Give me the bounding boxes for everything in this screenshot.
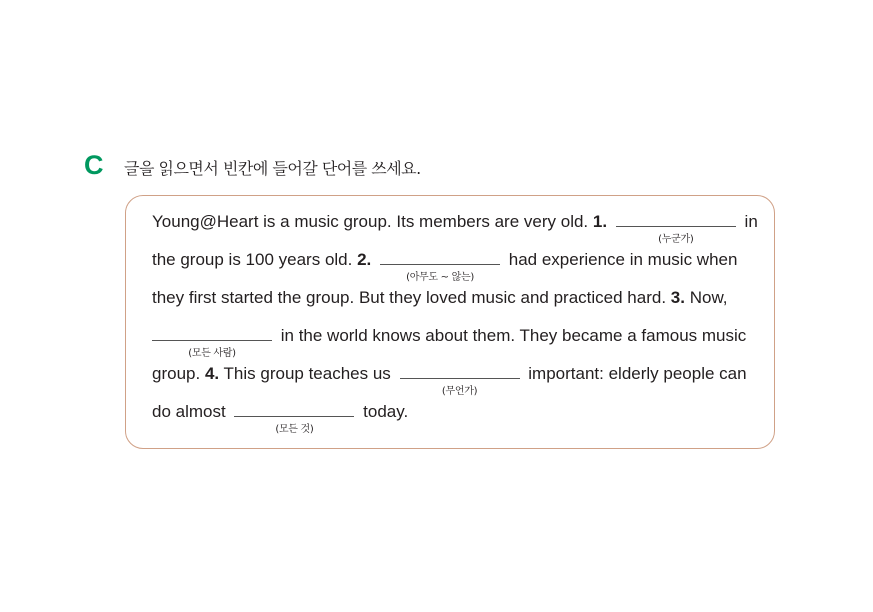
hint-4: (무언가) (441, 386, 478, 397)
blank-4[interactable] (400, 364, 520, 397)
passage-text: in (744, 212, 758, 231)
passage-line-1 (152, 212, 758, 245)
passage-line-3 (152, 288, 728, 308)
passage-line-5 (152, 364, 747, 397)
passage-text: do almost (152, 402, 226, 421)
blank-5[interactable] (234, 402, 354, 435)
passage-text: today. (363, 402, 409, 421)
passage-line-6 (152, 402, 409, 435)
hint-5: (모든 것) (275, 424, 314, 435)
passage-text: they first started the group. But they loved music and practiced hard. (152, 288, 667, 307)
passage-text: had experience in music when (508, 250, 738, 269)
passage-text: group. (152, 364, 201, 383)
question-number-1: 1. (592, 212, 608, 231)
passage-text: important: elderly people can (528, 364, 747, 383)
blank-2[interactable] (380, 250, 500, 283)
passage-text: Young@Heart is a music group. Its members are very old. (152, 212, 589, 231)
passage-text: the group is 100 years old. (152, 250, 353, 269)
passage-text: in the world knows about them. They became a famous music (280, 326, 747, 345)
passage-line-4 (152, 326, 747, 359)
hint-2: (아무도 ~ 않는) (406, 272, 474, 283)
passage-line-2 (152, 250, 738, 283)
hint-1: (누군가) (658, 234, 694, 245)
question-number-3: 3. (670, 288, 685, 307)
instruction-text: 글을 읽으면서 빈칸에 들어갈 단어를 쓰세요. (124, 159, 421, 178)
section-letter: C (84, 150, 104, 180)
question-number-4: 4. (204, 364, 220, 383)
passage-text: This group teaches us (223, 364, 391, 383)
hint-3: (모든 사람) (188, 348, 236, 359)
blank-1[interactable] (616, 212, 736, 245)
question-number-2: 2. (357, 250, 372, 269)
passage-text: Now, (689, 288, 728, 307)
blank-3[interactable] (152, 326, 272, 359)
